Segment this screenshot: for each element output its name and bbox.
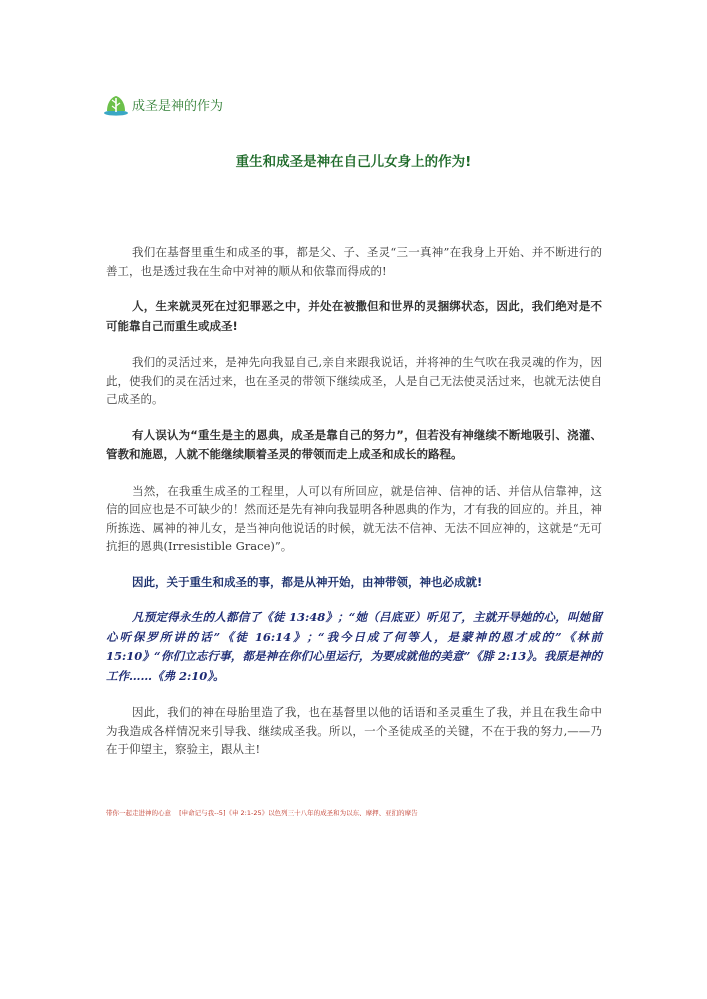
leaf-logo-icon bbox=[103, 92, 129, 116]
article-body bbox=[106, 243, 602, 776]
page-title: 重生和成圣是神在自己儿女身上的作为! bbox=[235, 154, 472, 170]
paragraph-body-1: 我们的灵活过来，是神先向我显自己,亲自来跟我说话，并将神的生气吹在我灵魂的作为，因此，使我们的灵在活过来，也在圣灵的带领下继续成圣，人是自己无法使灵活过来，也就无法使自己成圣的。 bbox=[106, 355, 602, 406]
footer-right-link[interactable]: [申命记与我--5]《申 2:1-25》以色列三十八年的成圣和为以东、摩押、亚扪的摩告 bbox=[179, 809, 418, 817]
paragraph-scripture: 凡预定得永生的人都信了《徒 13:48》；“她（吕底亚）听见了，主就开导她的心，叫她留心听保罗所讲的话”《徒 16:14》；“我今日成了何等人，是蒙神的恩才成的”《林前 15:10》“你们立志行事，都是神在你们心里运行，为要成就他的美意”《腓 2:13》。我原是神的工作……《弗 2:10》。 bbox=[106, 610, 602, 683]
paragraph-intro: 我们在基督里重生和成圣的事，都是父、子、圣灵“三一真神”在我身上开始、并不断进行的善工，也是透过我在生命中对神的顺从和依靠而得成的! bbox=[106, 245, 602, 278]
paragraph-emphasis-2: 有人误认为“重生是主的恩典，成圣是靠自己的努力”，但若没有神继续不断地吸引、浇灌、管教和施恩，人就不能继续顺着圣灵的带领而走上成圣和成长的路程。 bbox=[106, 427, 602, 461]
paragraph-final: 因此，我们的神在母胎里造了我，也在基督里以他的话语和圣灵重生了我，并且在我生命中为我造成各样情况来引导我、继续成圣我。所以，一个圣徒成圣的关键，不在于我的努力,——乃在于仰望主，察验主，跟从主! bbox=[106, 705, 602, 756]
header-title: 成圣是神的作为 bbox=[132, 98, 224, 114]
page-header bbox=[103, 91, 223, 117]
page-footer bbox=[106, 808, 418, 817]
footer-left-link[interactable]: 带你一起走进神的心意 bbox=[106, 809, 171, 817]
paragraph-body-2: 当然，在我重生成圣的工程里，人可以有所回应，就是信神、信神的话、并信从信靠神，这信的回应也是不可缺少的！然而还是先有神向我显明各种恩典的作为，才有我的回应的。并且，神所拣选、属神的神儿女，是当神向他说话的时候，就无法不信神、无法不回应神的，这就是“无可抗拒的恩典(Irresistible Grace)”。 bbox=[106, 483, 602, 553]
paragraph-emphasis-1: 人，生来就灵死在过犯罪恶之中，并处在被撒但和世界的灵捆绑状态，因此，我们绝对是不可能靠自己而重生或成圣! bbox=[106, 299, 602, 333]
paragraph-conclusion: 因此，关于重生和成圣的事，都是从神开始，由神带领，神也必成就! bbox=[132, 574, 483, 589]
